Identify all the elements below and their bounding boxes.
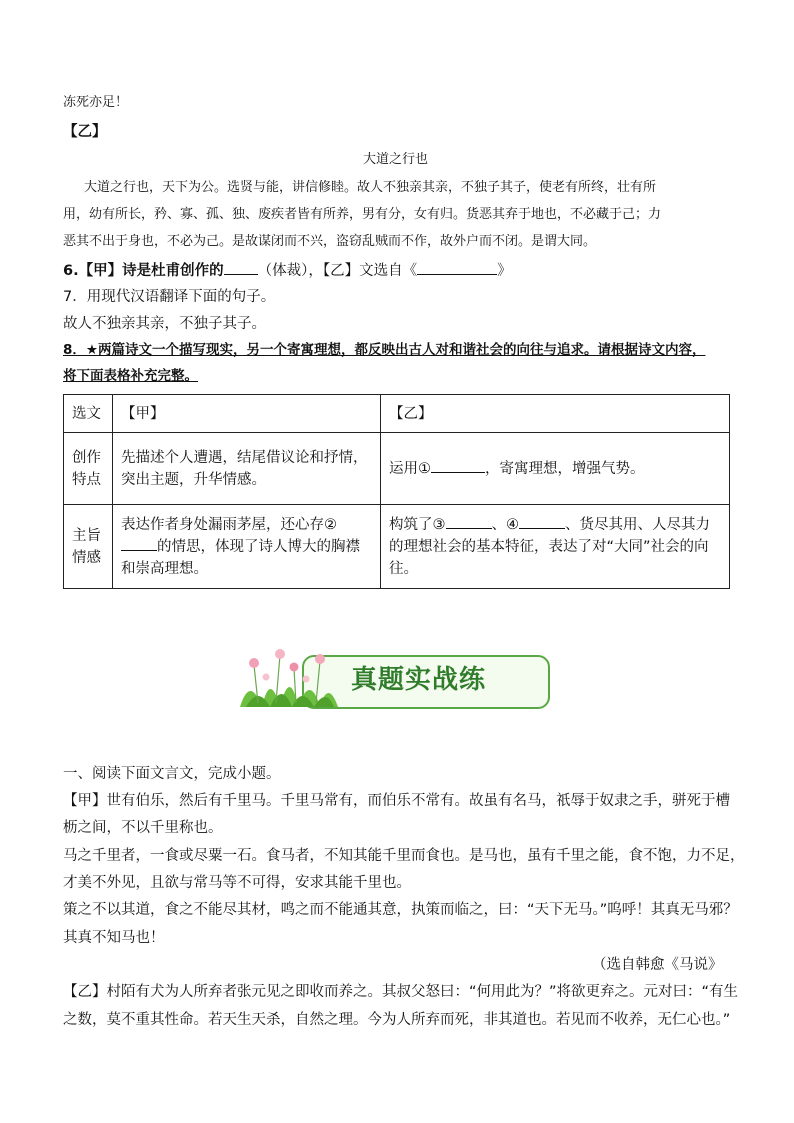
- yi-text-line-2: 用，幼有所长，矜、寡、孤、独、废疾者皆有所养，男有分，女有归。货恶其弃于地也，不必藏于己；力: [63, 207, 662, 222]
- jia-line-4: 才美不外见，且欲与常马等不可得，安求其能千里也。: [63, 875, 411, 891]
- yi2-line-2: 之数，莫不重其性命。若天生天杀，自然之理。今为人所弃而死，非其道也。若见而不收养，无仁心也。”: [63, 1012, 731, 1028]
- row1-yi-text-b: ，寄寓理想，增强气势。: [485, 460, 645, 477]
- blank-2[interactable]: [121, 536, 157, 551]
- row2-yi-text-a: 构筑了③: [389, 516, 446, 533]
- q6-part1: 6.【甲】诗是杜甫创作的: [63, 263, 224, 279]
- jia-line-6: 其真不知马也！: [63, 930, 165, 946]
- question-8-line-1: 8．★两篇诗文一个描写现实，另一个寄寓理想，都反映出古人对和谐社会的向往与追求。请根据诗文内容，: [63, 342, 706, 358]
- blank-4[interactable]: [519, 514, 565, 529]
- blank-1[interactable]: [431, 458, 485, 473]
- row2-yi-sep: 、④: [491, 516, 519, 533]
- question-8-line-2: 将下面表格补充完整。: [63, 368, 198, 384]
- q6-part2: （体裁），【乙】文选自《: [257, 263, 418, 279]
- row2-jia-text-a: 表达作者身处漏雨茅屋，还心存②: [121, 516, 337, 533]
- question-6: [63, 260, 512, 281]
- row2-yi: [381, 505, 730, 589]
- yi-text-line-3: 恶其不出于身也，不必为己。是故谋闭而不兴，盗窃乱贼而不作，故外户而不闭。是谓大同。: [63, 234, 597, 249]
- jia-line-5: 策之不以其道，食之不能尽其材，鸣之而不能通其意，执策而临之，曰：“天下无马。”呜呼！其真无马邪？: [63, 902, 738, 918]
- question-7-sentence: 故人不独亲其亲，不独子其子。: [63, 316, 266, 332]
- section1-intro: 一、阅读下面文言文，完成小题。: [63, 766, 281, 782]
- section-banner: [236, 645, 552, 709]
- row1-label: 创作特点: [64, 433, 113, 505]
- row2-jia: [113, 505, 381, 589]
- flower-grass-icon: [236, 645, 356, 709]
- yi-title: 大道之行也: [363, 152, 429, 167]
- banner-title: 真题实战练: [351, 665, 487, 695]
- header-cell-jia: 【甲】: [113, 395, 381, 433]
- jia-line-2: 枥之间，不以千里称也。: [63, 820, 223, 836]
- question-7: 7．用现代汉语翻译下面的句子。: [63, 289, 276, 305]
- row1-yi: [381, 433, 730, 505]
- row1-yi-text-a: 运用①: [389, 460, 431, 477]
- q6-blank-genre[interactable]: [224, 260, 258, 275]
- yi2-line-1: 【乙】村陌有犬为人所弃者张元见之即收而养之。其叔父怒曰：“何用此为？”将欲更弃之。元对曰：“有生: [63, 984, 739, 1000]
- q6-blank-source[interactable]: [417, 260, 497, 275]
- row2-label: 主旨情感: [64, 505, 113, 589]
- source-citation: （选自韩愈《马说》: [592, 957, 723, 973]
- header-cell-label: 选文: [64, 395, 113, 433]
- row1-jia: 先描述个人遭遇，结尾借议论和抒情，突出主题，升华情感。: [113, 433, 381, 505]
- comparison-table: [63, 394, 730, 589]
- table-row-theme: [64, 505, 730, 589]
- header-cell-yi: 【乙】: [381, 395, 730, 433]
- table-header-row: [64, 395, 730, 433]
- row2-jia-text-b: 的情思，体现了诗人博大的胸襟和崇高理想。: [121, 538, 360, 577]
- top-fragment: 冻死亦足！: [63, 95, 129, 110]
- blank-3[interactable]: [446, 514, 492, 529]
- jia-line-1: 【甲】世有伯乐，然后有千里马。千里马常有，而伯乐不常有。故虽有名马，祇辱于奴隶之手，骈死于槽: [63, 793, 730, 809]
- yi-label: 【乙】: [63, 124, 107, 140]
- row2-yi-text-b: 、货尽其用、人尽其力的理想社会的基本特征，表达了对“大同”社会的向往。: [389, 516, 710, 577]
- yi-text-line-1: 大道之行也，天下为公。选贤与能，讲信修睦。故人不独亲其亲，不独子其子，使老有所终，壮有所: [84, 180, 657, 195]
- table-row-features: [64, 433, 730, 505]
- q6-part3: 》: [497, 263, 512, 279]
- jia-line-3: 马之千里者，一食或尽粟一石。食马者，不知其能千里而食也。是马也，虽有千里之能，食不饱，力不足，: [63, 848, 745, 864]
